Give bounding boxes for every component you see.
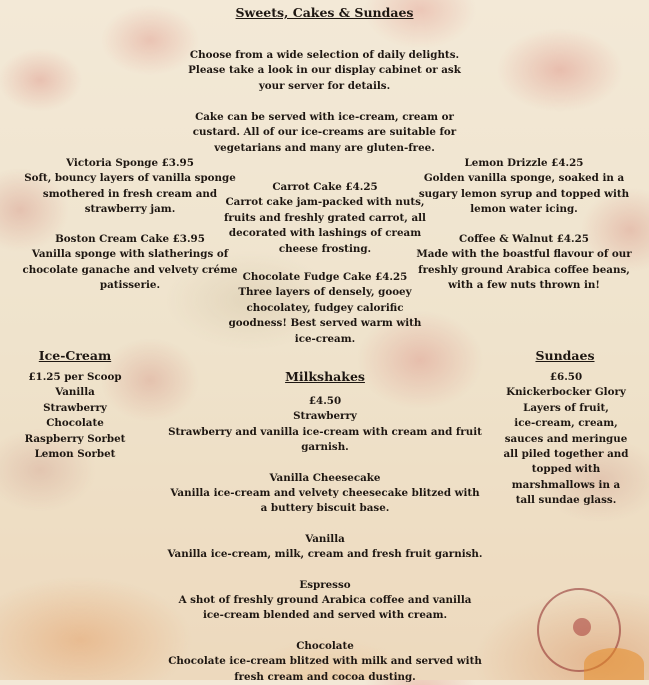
item-desc-line: strawberry jam. xyxy=(84,203,176,216)
decorative-flower xyxy=(573,618,591,636)
item-desc-line: Carrot cake jam-packed with nuts, xyxy=(225,196,425,209)
sundae-desc-line: sauces and meringue xyxy=(504,432,628,445)
item-desc-line: chocolatey, fudgey calorific xyxy=(246,301,404,314)
item-desc-line: chocolate ganache and velvety créme xyxy=(22,263,238,276)
milkshake-desc-line: A shot of freshly ground Arabica coffee and vanilla xyxy=(178,594,472,607)
milkshake-name: Chocolate xyxy=(296,639,354,652)
sundae-desc-line: ice-cream, cream, xyxy=(514,417,618,430)
milkshake-desc-line: Vanilla ice-cream, milk, cream and fresh fruit garnish. xyxy=(167,548,483,561)
milkshake-name: Strawberry xyxy=(293,410,357,423)
milkshake-desc-line: Vanilla ice-cream and velvety cheesecake blitzed with xyxy=(170,487,480,500)
milkshake-desc-line: garnish. xyxy=(301,441,349,454)
decorative-hat xyxy=(584,648,644,680)
sundaes-list xyxy=(490,370,642,509)
ice-cream-flavour: Chocolate xyxy=(46,417,104,430)
ice-cream-list xyxy=(5,370,145,462)
ice-cream-flavour: Raspberry Sorbet xyxy=(24,432,126,445)
item-desc-line: fruits and freshly grated carrot, all xyxy=(224,211,426,224)
menu-item-lemon-drizzle xyxy=(404,156,644,218)
sundae-price: £6.50 xyxy=(549,371,583,383)
milkshakes-heading: Milkshakes xyxy=(285,369,365,384)
sundae-desc-line: Layers of fruit, xyxy=(523,401,609,414)
milkshake-desc-line: ice-cream blended and served with cream. xyxy=(202,609,448,622)
item-title: Victoria Sponge £3.95 xyxy=(66,157,194,169)
item-desc-line: lemon water icing. xyxy=(470,203,578,216)
milkshake-name: Vanilla Cheesecake xyxy=(269,471,381,484)
item-desc-line: freshly ground Arabica coffee beans, xyxy=(418,263,630,276)
serving-line: vegetarians and many are gluten-free. xyxy=(214,141,435,154)
milkshake-desc-line: a buttery biscuit base. xyxy=(260,502,390,515)
item-desc-line: patisserie. xyxy=(99,279,161,292)
intro-text xyxy=(150,48,499,94)
ice-cream-flavour: Lemon Sorbet xyxy=(34,448,116,461)
sundae-desc-line: topped with xyxy=(531,463,601,476)
page-title: Sweets, Cakes & Sundaes xyxy=(235,5,414,20)
item-title: Coffee & Walnut £4.25 xyxy=(459,233,589,245)
item-desc-line: Soft, bouncy layers of vanilla sponge xyxy=(24,172,236,185)
intro-line: Choose from a wide selection of daily delights. xyxy=(189,49,460,61)
milkshake-desc-line: Strawberry and vanilla ice-cream with cream and fruit xyxy=(168,425,482,438)
item-desc-line: with a few nuts thrown in! xyxy=(448,279,600,292)
ice-cream-price: £1.25 per Scoop xyxy=(28,371,122,383)
item-desc-line: smothered in fresh cream and xyxy=(42,187,218,200)
ice-cream-heading: Ice-Cream xyxy=(38,348,112,363)
item-desc-line: Three layers of densely, gooey xyxy=(238,286,412,299)
intro-line: your server for details. xyxy=(258,79,391,92)
milkshake-name: Vanilla xyxy=(305,532,345,545)
ice-cream-flavour: Strawberry xyxy=(43,401,107,414)
ice-cream-flavour: Vanilla xyxy=(55,386,95,399)
sundae-desc-line: all piled together and xyxy=(503,448,629,461)
serving-line: Cake can be served with ice-cream, cream or xyxy=(195,111,454,123)
item-desc-line: Golden vanilla sponge, soaked in a xyxy=(423,172,625,185)
serving-line: custard. All of our ice-creams are suitable for xyxy=(192,126,457,139)
sundae-desc-line: tall sundae glass. xyxy=(515,494,617,507)
milkshake-price: £4.50 xyxy=(308,395,342,407)
milkshake-name: Espresso xyxy=(299,578,351,591)
item-desc-line: sugary lemon syrup and topped with xyxy=(418,187,630,200)
item-desc-line: cheese frosting. xyxy=(278,242,372,255)
sundae-desc-line: marshmallows in a xyxy=(511,478,621,491)
item-title: Carrot Cake £4.25 xyxy=(272,181,378,193)
menu-item-coffee-walnut xyxy=(404,232,644,294)
item-desc-line: goodness! Best served warm with xyxy=(228,317,422,330)
item-desc-line: Vanilla sponge with slatherings of xyxy=(31,248,229,261)
sundae-name: Knickerbocker Glory xyxy=(506,386,626,399)
milkshake-desc-line: Chocolate ice-cream blitzed with milk and served with xyxy=(168,655,482,668)
item-desc-line: ice-cream. xyxy=(294,332,356,345)
milkshake-desc-line: fresh cream and cocoa dusting. xyxy=(234,670,416,683)
sundaes-heading: Sundaes xyxy=(535,348,595,363)
serving-note xyxy=(150,110,499,156)
item-desc-line: Made with the boastful flavour of our xyxy=(416,248,632,261)
item-title: Chocolate Fudge Cake £4.25 xyxy=(242,271,408,283)
item-title: Lemon Drizzle £4.25 xyxy=(464,157,584,169)
milkshakes-list xyxy=(150,394,500,685)
item-desc-line: decorated with lashings of cream xyxy=(228,227,422,240)
item-title: Boston Cream Cake £3.95 xyxy=(55,233,205,245)
intro-line: Please take a look in our display cabinet or ask xyxy=(188,64,461,77)
